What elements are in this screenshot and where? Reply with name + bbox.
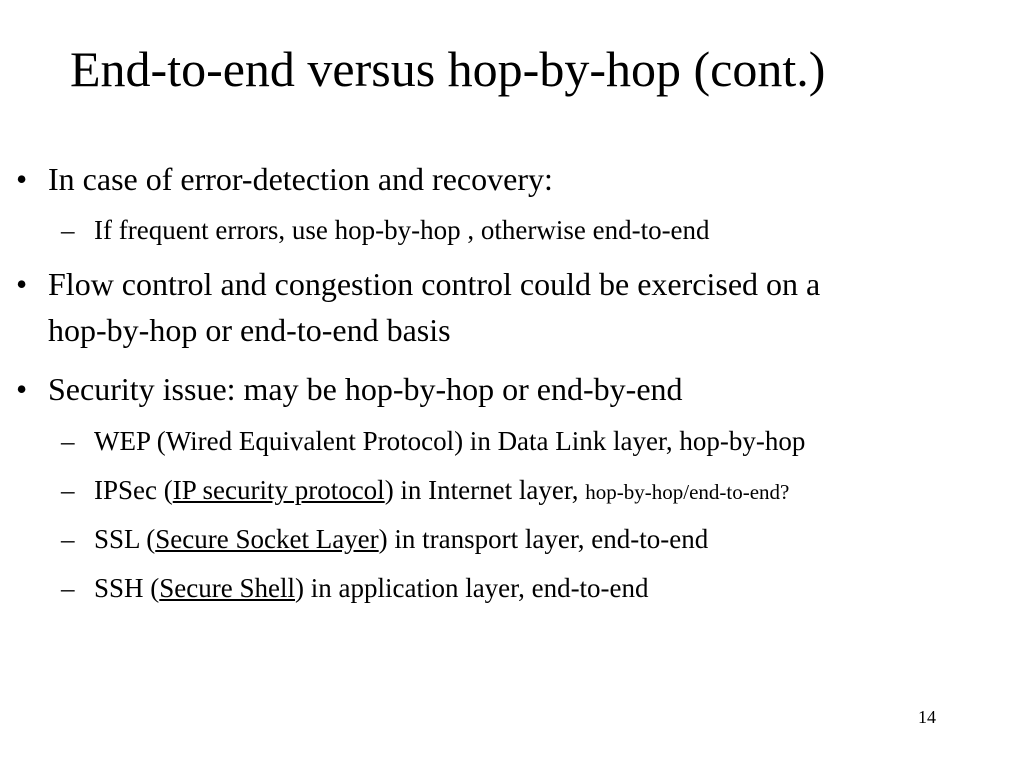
bullet-security-issue: Security issue: may be hop-by-hop or end-by-end [48,371,683,407]
sub-bullet-ipsec [94,474,789,508]
sub-bullet-marker: – [61,426,75,456]
ssh-suffix: ) in application layer, end-to-end [295,573,649,603]
bullet-marker: • [16,371,28,407]
slide-title: End-to-end versus hop-by-hop (cont.) [70,41,826,97]
secure-shell-link[interactable]: Secure Shell [159,573,295,603]
bullet-flow-control-line-2: hop-by-hop or end-to-end basis [48,312,451,348]
secure-socket-layer-link[interactable]: Secure Socket Layer [155,524,379,554]
bullet-marker: • [16,161,28,197]
ip-security-protocol-link[interactable]: IP security protocol [172,475,385,505]
page-number: 14 [918,707,936,727]
sub-bullet-wep: WEP (Wired Equivalent Protocol) in Data Link layer, hop-by-hop [94,426,806,456]
bullet-flow-control-line-1: Flow control and congestion control could be exercised on a [48,266,821,302]
ssl-suffix: ) in transport layer, end-to-end [378,524,709,554]
sub-bullet-ssl [94,523,708,555]
sub-bullet-frequent-errors: If frequent errors, use hop-by-hop , otherwise end-to-end [94,215,710,245]
bullet-error-detection: In case of error-detection and recovery: [48,161,553,197]
sub-bullet-marker: – [61,524,75,554]
ipsec-middle: ) in Internet layer, [384,475,586,505]
bullet-marker: • [16,266,28,302]
ipsec-prefix: IPSec ( [94,475,173,505]
sub-bullet-ssh [94,572,649,604]
ipsec-small-note: hop-by-hop/end-to-end? [585,480,790,504]
sub-bullet-marker: – [61,475,75,505]
sub-bullet-marker: – [61,215,75,245]
ssl-prefix: SSL ( [94,524,156,554]
ssh-prefix: SSH ( [94,573,160,603]
sub-bullet-marker: – [61,573,75,603]
